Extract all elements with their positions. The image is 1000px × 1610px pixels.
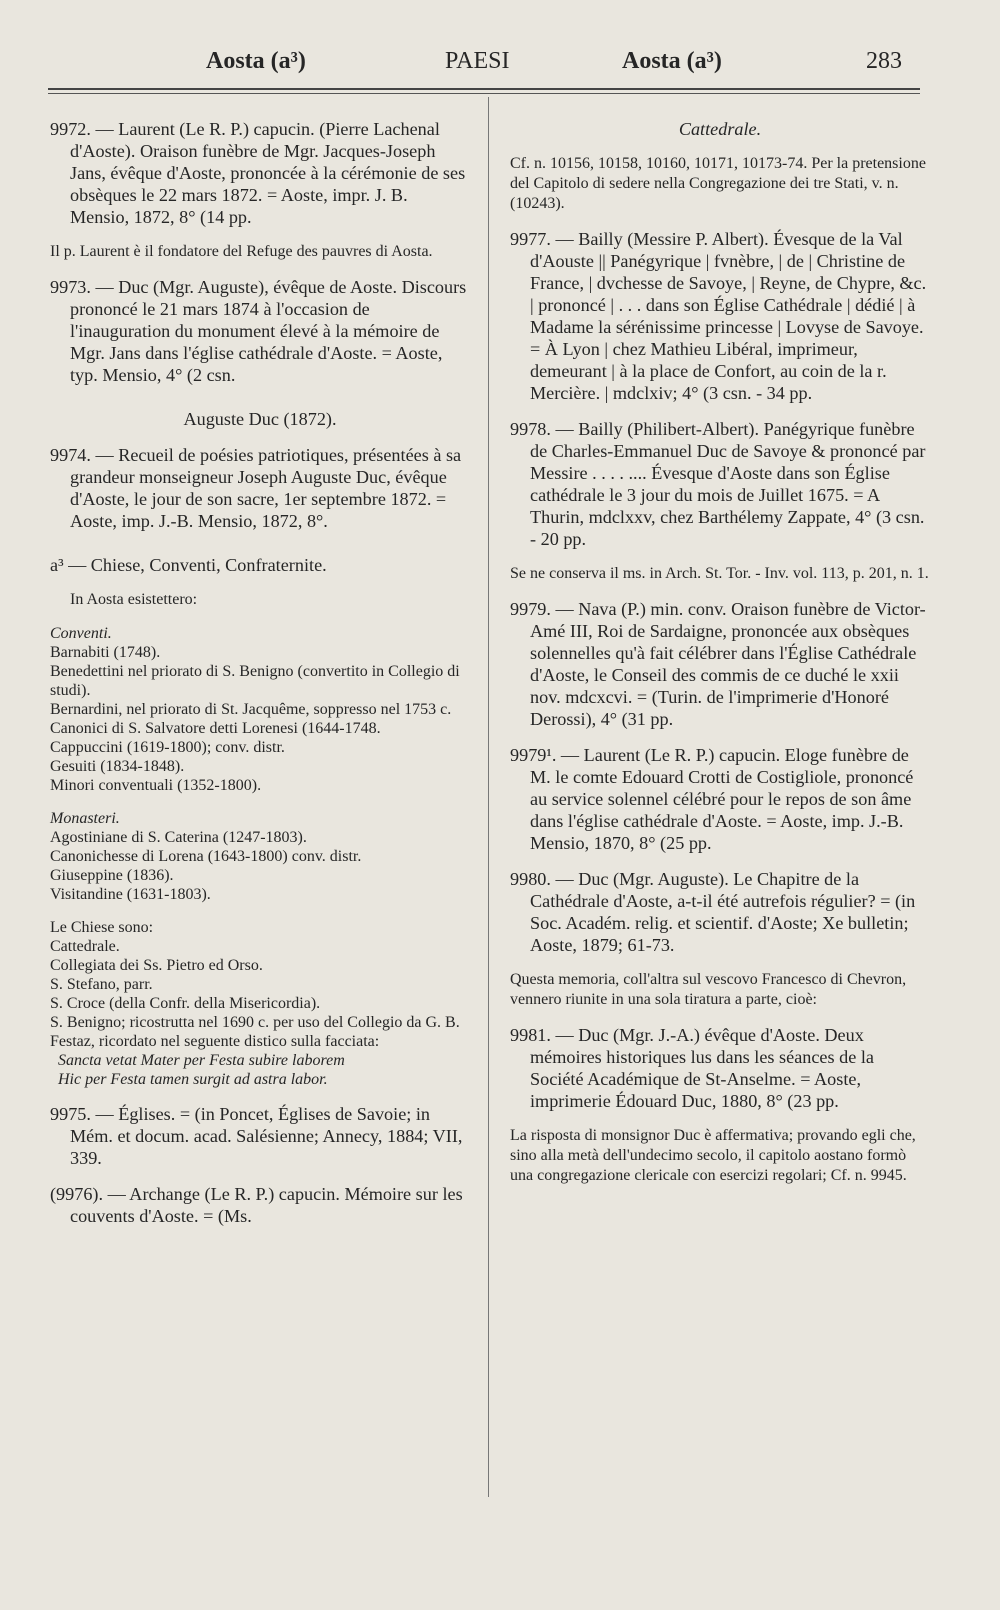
running-header (0, 48, 1000, 88)
page-number: 283 (866, 48, 902, 74)
entry-9976: (9976). — Archange (Le R. P.) capucin. Mémoire sur les couvents d'Aoste. = (Ms. (50, 1184, 463, 1226)
entry-9975: 9975. — Églises. = (in Poncet, Églises de Savoie; in Mém. et docum. acad. Salésienne; Annecy, 1884; VII, 339. (50, 1104, 463, 1168)
entry-9978: 9978. — Bailly (Philibert-Albert). Panégyrique funèbre de Charles-Emmanuel Duc de Savoye & prononcé par Messire . . . . .... Évesque d'Aoste dans son Église cathédrale le 3 jour du mois de Juillet 1675. = A Thurin, mdclxxv, chez Barthélemy Zappate, 4° (3 csn. - 20 pp. (510, 419, 926, 549)
section-heading-chiese: a³ — Chiese, Conventi, Confraternite. (50, 555, 327, 575)
list-item: Barnabiti (1748). (50, 644, 161, 661)
list-item: Visitandine (1631-1803). (50, 886, 211, 903)
list-item: Cattedrale. (50, 938, 120, 955)
header-center: PAESI (445, 48, 510, 74)
list-item: Benedettini nel priorato di S. Benigno (convertito in Collegio di studi). (50, 663, 460, 699)
entry-9972: 9972. — Laurent (Le R. P.) capucin. (Pierre Lachenal d'Aoste). Oraison funèbre de Mgr. Jacques-Joseph Jans, évêque d'Aoste, prononcée à la cérémonie de ses obsèques le 22 mars 1872. = Aoste, impr. J. B. Mensio, 1872, 8° (14 pp. (50, 119, 466, 227)
monasteri-title: Monasteri. (50, 810, 120, 827)
entry-9972-note: Il p. Laurent è il fondatore del Refuge des pauvres di Aosta. (50, 243, 433, 260)
entry-9979-1: 9979¹. — Laurent (Le R. P.) capucin. Eloge funèbre de M. le comte Edouard Crotti de Costigliole, prononcé au service solennel célébré pour le repos de son âme dans l'église cathédrale d'Aoste. = Aoste, imp. J.-B. Mensio, 1870, 8° (25 pp. (510, 745, 914, 853)
header-right: Aosta (a³) (622, 48, 722, 74)
header-rule-thin (48, 93, 920, 94)
conventi-title: Conventi. (50, 625, 112, 642)
list-item: S. Stefano, parr. (50, 976, 153, 993)
column-divider (488, 97, 489, 1497)
section-heading-cattedrale: Cattedrale. (678, 119, 762, 139)
list-item: Agostiniane di S. Caterina (1247-1803). (50, 829, 307, 846)
section-heading-auguste-duc: Auguste Duc (1872). (183, 409, 337, 429)
list-item: Canonici di S. Salvatore detti Lorenesi (1644-1748. (50, 720, 381, 737)
conventi-list (50, 624, 470, 795)
entry-9979: 9979. — Nava (P.) min. conv. Oraison funèbre de Victor-Amé III, Roi de Sardaigne, prononcée aux obsèques solennelles qu'à fait célébrer dans l'Église Cathédrale d'Aoste, le Conseil des commis de ce duché le xxii nov. mdcxcvi. = (Turin. de l'imprimerie d'Honoré Derossi), 4° (31 pp. (510, 599, 926, 729)
left-column (50, 118, 470, 1241)
right-column (510, 118, 930, 1200)
chiese-list (50, 918, 470, 1089)
list-item: Gesuiti (1834-1848). (50, 758, 185, 775)
header-rule (48, 88, 920, 90)
list-item: Canonichesse di Lorena (1643-1800) conv. distr. (50, 848, 362, 865)
list-item: Bernardini, nel priorato di St. Jacquême, soppresso nel 1753 c. (50, 701, 452, 718)
entry-9980-note: Questa memoria, coll'altra sul vescovo Francesco di Chevron, vennero riunite in una sola tiratura a parte, cioè: (510, 971, 907, 1008)
list-item: Cappuccini (1619-1800); conv. distr. (50, 739, 285, 756)
header-left: Aosta (a³) (206, 48, 306, 74)
list-item: S. Benigno; ricostrutta nel 1690 c. per uso del Collegio da G. B. Festaz, ricordato nel seguente distico sulla facciata: (50, 1014, 460, 1050)
chiese-title: Le Chiese sono: (50, 919, 154, 936)
entry-9980: 9980. — Duc (Mgr. Auguste). Le Chapitre de la Cathédrale d'Aoste, a-t-il été autrefois régulier? = (in Soc. Académ. relig. et scientif. d'Aoste; Xe bulletin; Aoste, 1879; 61-73. (510, 869, 916, 955)
distich-line-2: Hic per Festa tamen surgit ad astra labor. (58, 1071, 328, 1088)
entry-9973: 9973. — Duc (Mgr. Auguste), évêque de Aoste. Discours prononcé le 21 mars 1874 à l'occasion de l'inauguration du monument élevé à la mémoire de Mgr. Jans dans l'église cathédrale d'Aoste. = Aoste, typ. Mensio, 4° (2 csn. (50, 277, 467, 385)
entry-9981: 9981. — Duc (Mgr. J.-A.) évêque d'Aoste. Deux mémoires historiques lus dans les séances de la Société Académique de St-Anselme. = Aoste, imprimerie Édouard Duc, 1880, 8° (23 pp. (510, 1025, 874, 1111)
list-item: Giuseppine (1836). (50, 867, 174, 884)
list-item: Minori conventuali (1352-1800). (50, 777, 262, 794)
entry-9978-note: Se ne conserva il ms. in Arch. St. Tor. - Inv. vol. 113, p. 201, n. 1. (510, 565, 929, 582)
intro-text: In Aosta esistettero: (70, 591, 198, 608)
entry-9981-note: La risposta di monsignor Duc è affermativa; provando egli che, sino alla metà dell'undecimo secolo, il capitolo aostano formò una congregazione clericale con esercizi regolari; Cf. n. 9945. (510, 1127, 916, 1184)
entry-9977: 9977. — Bailly (Messire P. Albert). Évesque de la Val d'Aouste || Panégyrique | fvnèbre, | de | Christine de France, | dvchesse de Savoye, | Reyne, de Chypre, &c. | prononcé | . . . dans son Église Cathédrale | dédié | à Madame la sérénissime princesse | Lovyse de Savoye. = À Lyon | chez Mathieu Libéral, imprimeur, demeurant | à la place de Confort, au coin de la r. Mercière. | mdclxiv; 4° (3 csn. - 34 pp. (510, 229, 927, 403)
entry-9974: 9974. — Recueil de poésies patriotiques, présentées à sa grandeur monseigneur Joseph Auguste Duc, évêque d'Aoste, le jour de son sacre, 1er septembre 1872. = Aoste, imp. J.-B. Mensio, 1872, 8°. (50, 445, 462, 531)
list-item: S. Croce (della Confr. della Misericordia). (50, 995, 321, 1012)
cattedrale-note: Cf. n. 10156, 10158, 10160, 10171, 10173-74. Per la pretensione del Capitolo di sedere nella Congregazione dei tre Stati, v. n. (10243). (510, 155, 926, 212)
distich-line-1: Sancta vetat Mater per Festa subire laborem (58, 1052, 345, 1069)
list-item: Collegiata dei Ss. Pietro ed Orso. (50, 957, 263, 974)
monasteri-list (50, 809, 470, 904)
